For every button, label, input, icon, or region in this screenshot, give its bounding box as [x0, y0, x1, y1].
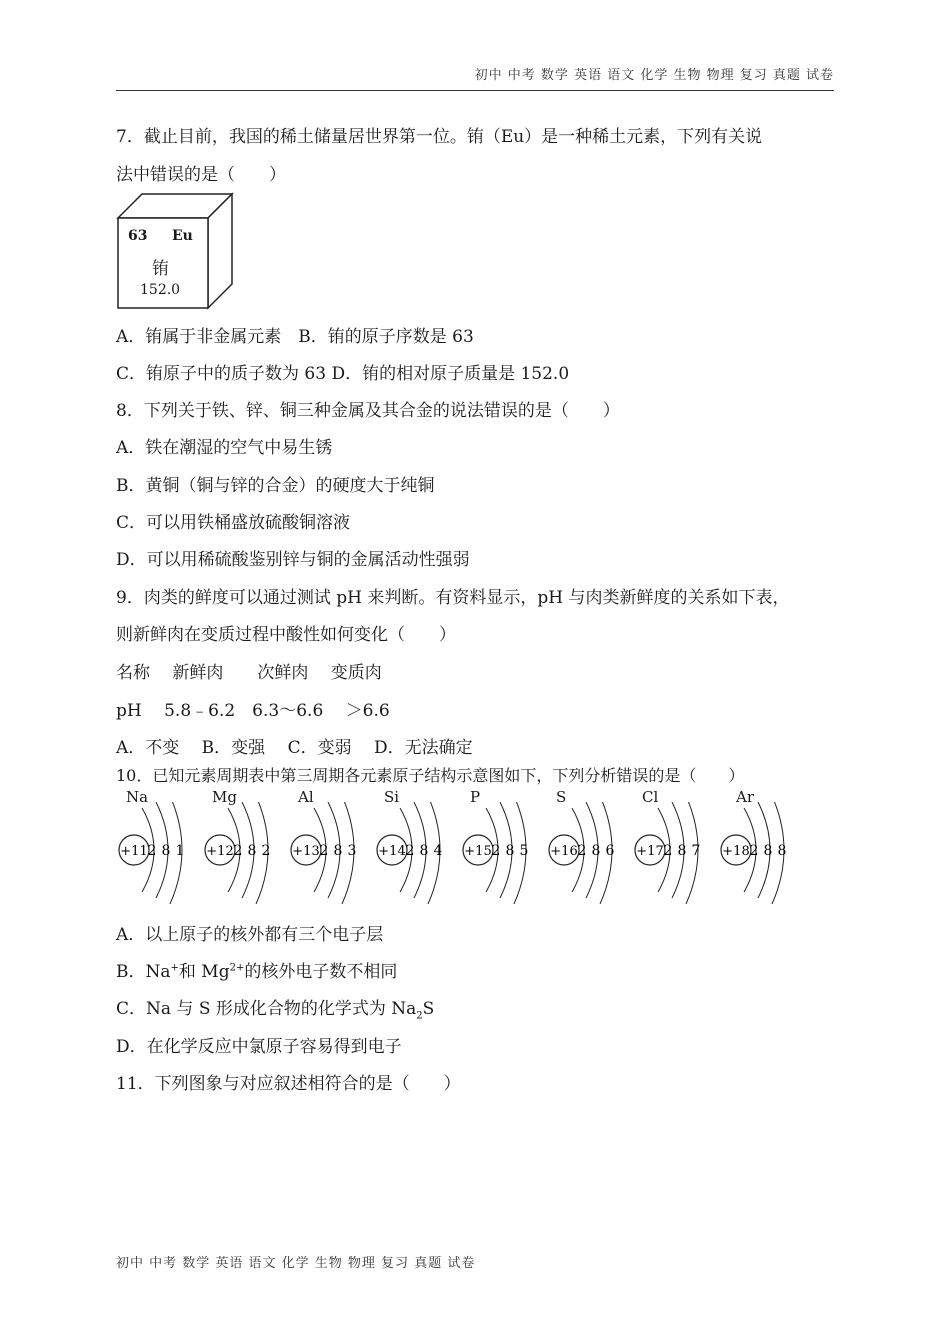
q10-option-c: [116, 994, 434, 1021]
q9-options: A．不变 B．变强 C．变弱 D．无法确定: [116, 738, 473, 758]
atom-diagram-p: [460, 788, 550, 906]
electron-count: 8: [763, 843, 773, 859]
q7-options-cd: C．铕原子中的质子数为 63 D．铕的相对原子质量是 152.0: [116, 364, 570, 384]
atom-structure-figure: [288, 802, 378, 906]
page-header: 初中 中考 数学 英语 语文 化学 生物 物理 复习 真题 试卷: [116, 64, 834, 91]
q10-c-text1: C．Na 与 S 形成化合物的化学式为 Na: [116, 999, 417, 1019]
atom-structure-figure: [718, 802, 808, 906]
electron-count: 2: [147, 843, 157, 859]
q10-b-text3: 的核外电子数不相同: [244, 962, 398, 982]
atom-diagram-s: [546, 788, 636, 906]
q7-stem-line1: 7．截止目前，我国的稀土储量居世界第一位。铕（Eu）是一种稀土元素，下列有关说: [116, 127, 763, 147]
atom-symbol: Na: [126, 788, 149, 806]
q9-table-row-ph: pH 5.8﹣6.2 6.3～6.6 ＞6.6: [116, 701, 390, 721]
q11-stem: 11．下列图象与对应叙述相符合的是（ ）: [116, 1074, 461, 1094]
q8-option-b: B．黄铜（铜与锌的合金）的硬度大于纯铜: [116, 476, 435, 496]
atom-diagram-si: [374, 788, 464, 906]
electron-count: 5: [519, 843, 529, 859]
electron-count: 8: [161, 843, 171, 859]
electron-count: 3: [347, 843, 357, 859]
atom-structure-figure: [632, 802, 722, 906]
electron-count: 8: [777, 843, 787, 859]
atom-diagram-mg: [202, 788, 292, 906]
nucleus-charge: +18: [722, 844, 750, 859]
q8-option-d: D．可以用稀硫酸鉴别锌与铜的金属活动性强弱: [116, 550, 470, 570]
q10-b-text1: B．Na: [116, 962, 171, 982]
electron-count: 8: [591, 843, 601, 859]
atomic-structure-diagrams: [116, 788, 816, 906]
nucleus-charge: +13: [292, 844, 320, 859]
electron-count: 2: [233, 843, 243, 859]
electron-count: 7: [691, 843, 701, 859]
element-card-eu: [116, 192, 236, 310]
nucleus-charge: +17: [636, 844, 664, 859]
nucleus-charge: +11: [120, 844, 148, 859]
electron-count: 2: [319, 843, 329, 859]
electron-count: 2: [405, 843, 415, 859]
electron-count: 8: [505, 843, 515, 859]
electron-count: 2: [491, 843, 501, 859]
q10-option-a: A．以上原子的核外都有三个电子层: [116, 925, 384, 945]
q9-stem-line2: 则新鲜肉在变质过程中酸性如何变化（ ）: [116, 625, 456, 645]
electron-count: 6: [605, 843, 615, 859]
q10-c-sub: 2: [416, 1010, 423, 1022]
q7-options-ab: A．铕属于非金属元素 B．铕的原子序数是 63: [116, 327, 474, 347]
electron-count: 8: [247, 843, 257, 859]
element-atomic-mass: 152.0: [140, 282, 181, 298]
electron-count: 2: [577, 843, 587, 859]
electron-count: 8: [677, 843, 687, 859]
q10-option-b: [116, 957, 397, 982]
atom-diagram-al: [288, 788, 378, 906]
atom-diagram-na: [116, 788, 206, 906]
atom-symbol: Al: [298, 788, 314, 806]
atom-structure-figure: [460, 802, 550, 906]
electron-count: 4: [433, 843, 443, 859]
atom-symbol: P: [470, 788, 481, 806]
electron-count: 8: [419, 843, 429, 859]
atom-structure-figure: [374, 802, 464, 906]
q10-b-text2: 和 Mg: [178, 962, 230, 982]
atom-structure-figure: [202, 802, 292, 906]
q8-option-a: A．铁在潮湿的空气中易生锈: [116, 438, 333, 458]
atom-structure-figure: [116, 802, 206, 906]
electron-count: 1: [175, 843, 185, 859]
electron-count: 2: [749, 843, 759, 859]
element-atomic-number: 63: [128, 228, 148, 244]
q10-option-d: D．在化学反应中氯原子容易得到电子: [116, 1037, 402, 1057]
element-name: 铕: [152, 259, 169, 279]
atom-symbol: Si: [384, 788, 400, 806]
nucleus-charge: +12: [206, 844, 234, 859]
atom-diagram-ar: [718, 788, 808, 906]
nucleus-charge: +15: [464, 844, 492, 859]
atom-structure-figure: [546, 802, 636, 906]
electron-count: 2: [261, 843, 271, 859]
atom-symbol: Ar: [736, 788, 755, 806]
nucleus-charge: +16: [550, 844, 578, 859]
atom-symbol: Cl: [642, 788, 659, 806]
q10-b-sup2: 2+: [229, 962, 245, 974]
q8-option-c: C．可以用铁桶盛放硫酸铜溶液: [116, 513, 351, 533]
q8-stem: 8．下列关于铁、锌、铜三种金属及其合金的说法错误的是（ ）: [116, 401, 620, 421]
q9-table-row-names: 名称 新鲜肉 次鲜肉 变质肉: [116, 663, 382, 683]
q10-stem: 10．已知元素周期表中第三周期各元素原子结构示意图如下，下列分析错误的是（ ）: [116, 766, 745, 785]
q7-stem-line2: 法中错误的是（ ）: [116, 165, 286, 185]
page-footer: 初中 中考 数学 英语 语文 化学 生物 物理 复习 真题 试卷: [116, 1256, 476, 1271]
q10-b-sup1: +: [170, 962, 179, 974]
atom-symbol: S: [556, 788, 567, 806]
atom-diagram-cl: [632, 788, 722, 906]
q9-stem-line1: 9．肉类的鲜度可以通过测试 pH 来判断。有资料显示，pH 与肉类新鲜度的关系如下表，: [116, 588, 790, 608]
atom-symbol: Mg: [212, 788, 237, 806]
element-symbol: Eu: [172, 228, 193, 244]
electron-count: 8: [333, 843, 343, 859]
nucleus-charge: +14: [378, 844, 406, 859]
q10-c-text2: S: [422, 999, 435, 1019]
electron-count: 2: [663, 843, 673, 859]
